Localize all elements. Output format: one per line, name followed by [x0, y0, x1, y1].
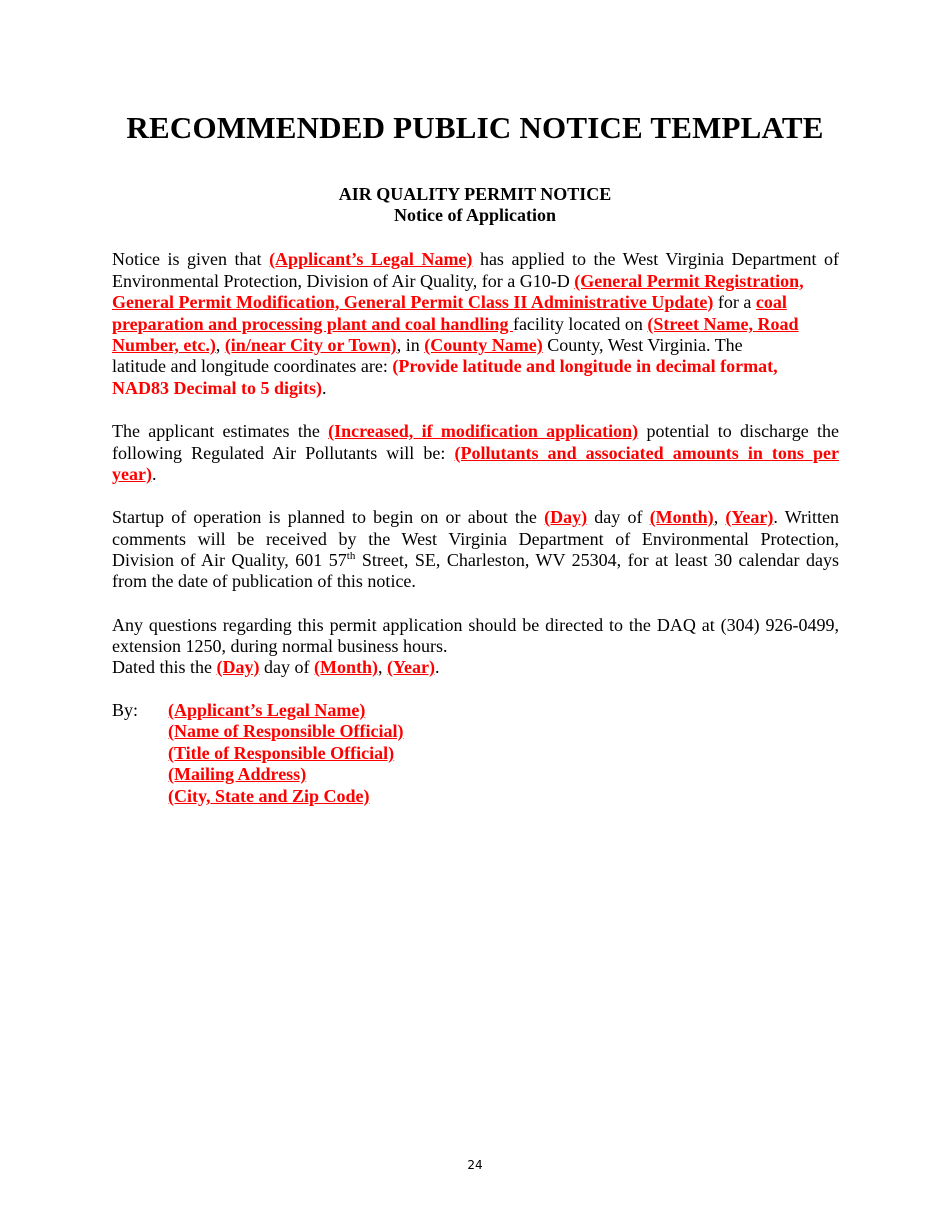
paragraph-1-line-6: latitude and longitude coordinates are: (Provide latitude and longitude in decimal format,	[112, 356, 778, 376]
dated-day-placeholder: (Day)	[216, 657, 260, 677]
latlon-placeholder: (Provide latitude and longitude in decimal format,	[392, 356, 778, 376]
county-placeholder: (County Name)	[424, 335, 543, 355]
registration-type-placeholder: (General Permit Registration,	[574, 271, 804, 291]
paragraph-3-line-1: Startup of operation is planned to begin on or about the (Day) day of (Month), (Year). Written	[112, 507, 840, 527]
paragraph-1-line-5: Number, etc.), (in/near City or Town), in (County Name) County, West Virginia. The	[112, 335, 743, 355]
paragraph-3-line-2: comments will be received by the West Virginia Department of Environmental Protection,	[112, 529, 839, 549]
page-number: 24	[467, 1158, 483, 1172]
sig-responsible-official-name: (Name of Responsible Official)	[168, 721, 404, 741]
paragraph-4-line-1: Any questions regarding this permit application should be directed to the DAQ at (304) 926-0499,	[112, 615, 839, 635]
startup-day-placeholder: (Day)	[544, 507, 588, 527]
city-placeholder: (in/near City or Town)	[224, 335, 397, 355]
increased-placeholder: (Increased, if modification application)	[328, 421, 639, 441]
street-placeholder: (Street Name, Road	[647, 314, 799, 334]
sig-mailing-address: (Mailing Address)	[168, 764, 307, 784]
sig-applicant-name: (Applicant’s Legal Name)	[168, 700, 366, 720]
paragraph-2-line-1: The applicant estimates the (Increased, if modification application) potential to discharge the	[112, 421, 839, 441]
paragraph-2-line-3: year).	[112, 464, 157, 484]
paragraph-2-line-2: following Regulated Air Pollutants will be: (Pollutants and associated amounts in tons per	[112, 443, 840, 463]
notice-heading: AIR QUALITY PERMIT NOTICE	[338, 184, 612, 204]
by-label: By:	[112, 700, 139, 720]
paragraph-3-line-3: Division of Air Quality, 601 57th Street, SE, Charleston, WV 25304, for at least 30 calendar days	[112, 550, 839, 570]
page-title: RECOMMENDED PUBLIC NOTICE TEMPLATE	[126, 110, 824, 145]
startup-month-placeholder: (Month)	[649, 507, 714, 527]
paragraph-4-line-2: extension 1250, during normal business hours.	[112, 636, 448, 656]
paragraph-1-line-3: General Permit Modification, General Permit Class II Administrative Update) for a coal	[112, 292, 787, 312]
paragraph-1-line-1: Notice is given that (Applicant’s Legal Name) has applied to the West Virginia Department of	[112, 249, 839, 269]
notice-subheading: Notice of Application	[394, 205, 556, 225]
applicant-name-placeholder: (Applicant’s Legal Name)	[269, 249, 473, 269]
pollutants-placeholder: (Pollutants and associated amounts in tons per	[454, 443, 840, 463]
sig-city-state-zip: (City, State and Zip Code)	[168, 786, 370, 806]
startup-year-placeholder: (Year)	[725, 507, 774, 527]
paragraph-1-line-2: Environmental Protection, Division of Air Quality, for a G10-D (General Permit Registration,	[112, 271, 804, 291]
dated-year-placeholder: (Year)	[386, 657, 435, 677]
facility-type-placeholder: coal	[755, 292, 787, 312]
sig-responsible-official-title: (Title of Responsible Official)	[168, 743, 395, 763]
paragraph-1-line-4: preparation and processing plant and coal handling facility located on (Street Name, Road	[112, 314, 799, 334]
dated-line: Dated this the (Day) day of (Month), (Year).	[112, 657, 440, 677]
paragraph-1-line-7: NAD83 Decimal to 5 digits).	[112, 378, 327, 398]
dated-month-placeholder: (Month)	[313, 657, 378, 677]
paragraph-3-line-4: from the date of publication of this notice.	[112, 571, 416, 591]
